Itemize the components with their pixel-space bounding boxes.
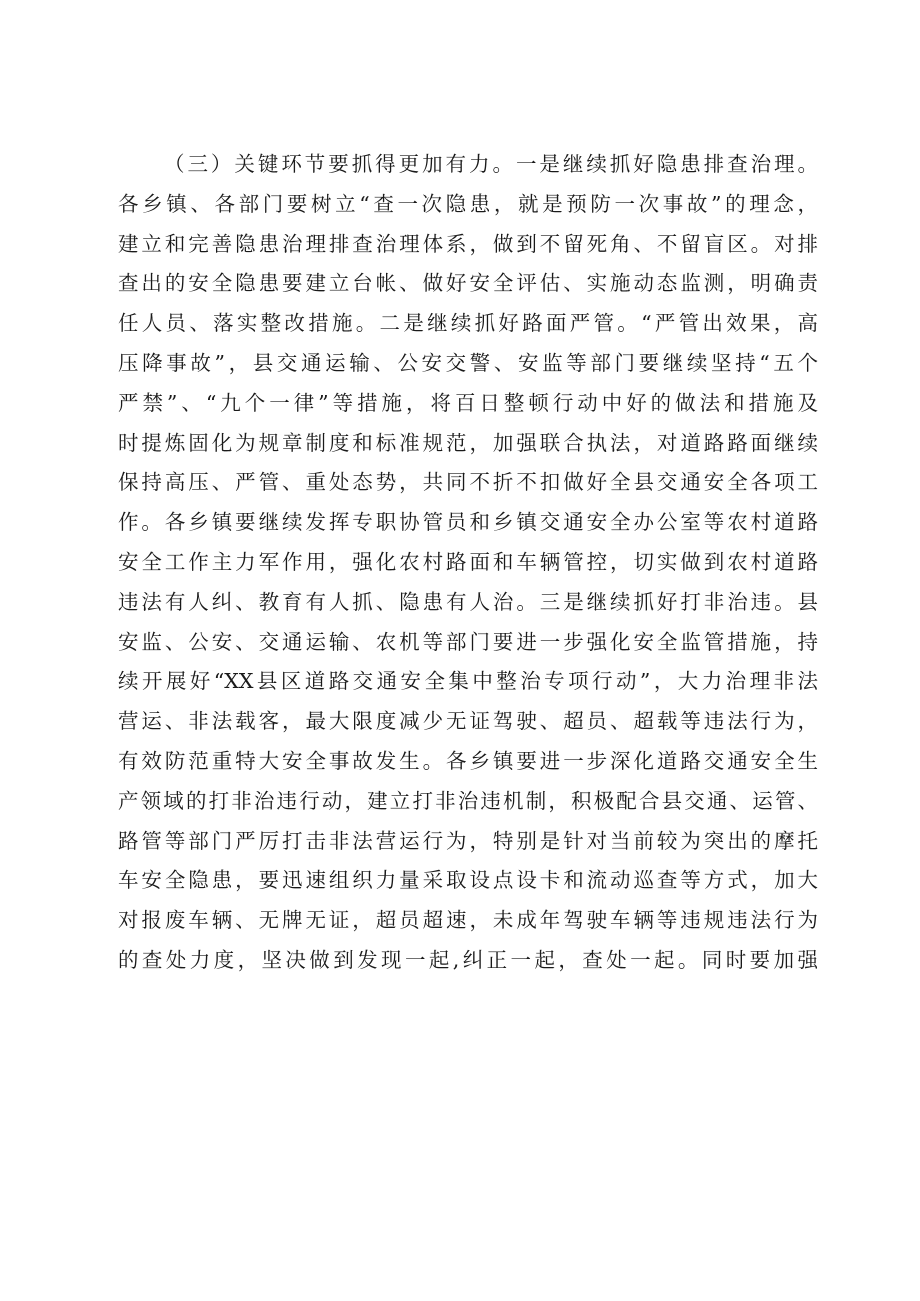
body-paragraph [118,145,818,981]
text-line: 保持高压、严管、重处态势，共同不折不扣做好全县交通安全各项工 [118,470,818,495]
text-line: 查出的安全隐患要建立台帐、做好安全评估、实施动态监测，明确责 [118,271,818,296]
text-line: 严禁”、“九个一律”等措施，将百日整顿行动中好的做法和措施及 [118,390,818,415]
text-line: 对报废车辆、无牌无证，超员超速，未成年驾驶车辆等违规违法行为 [118,908,818,933]
text-line: 各乡镇、各部门要树立“查一次隐患，就是预防一次事故”的理念， [118,191,818,216]
text-line: 建立和完善隐患治理排查治理体系，做到不留死角、不留盲区。对排 [118,231,818,256]
text-line: 压降事故”，县交通运输、公安交警、安监等部门要继续坚持“五个 [118,350,818,375]
text-line: 违法有人纠、教育有人抓、隐患有人治。三是继续抓好打非治违。县 [118,589,818,614]
text-line: 的查处力度，坚决做到发现一起,纠正一起，查处一起。同时要加强 [118,947,818,972]
text-line: 有效防范重特大安全事故发生。各乡镇要进一步深化道路交通安全生 [118,748,818,773]
text-line: 营运、非法载客，最大限度减少无证驾驶、超员、超载等违法行为， [118,709,818,734]
text-line: 续开展好“XX县区道路交通安全集中整治专项行动”，大力治理非法 [118,669,818,694]
text-line: 安全工作主力军作用，强化农村路面和车辆管控，切实做到农村道路 [118,549,818,574]
text-line: 任人员、落实整改措施。二是继续抓好路面严管。“严管出效果，高 [118,311,818,336]
text-line: 安监、公安、交通运输、农机等部门要进一步强化安全监管措施，持 [118,629,818,654]
text-line: （三）关键环节要抓得更加有力。一是继续抓好隐患排查治理。 [164,152,818,176]
text-line: 路管等部门严厉打击非法营运行为，特别是针对当前较为突出的摩托 [118,828,818,853]
text-line: 车安全隐患，要迅速组织力量采取设点设卡和流动巡查等方式，加大 [118,868,818,893]
text-line: 时提炼固化为规章制度和标准规范，加强联合执法，对道路路面继续 [118,430,818,455]
text-line: 作。各乡镇要继续发挥专职协管员和乡镇交通安全办公室等农村道路 [118,510,818,535]
text-line: 产领域的打非治违行动，建立打非治违机制，积极配合县交通、运管、 [118,788,818,813]
